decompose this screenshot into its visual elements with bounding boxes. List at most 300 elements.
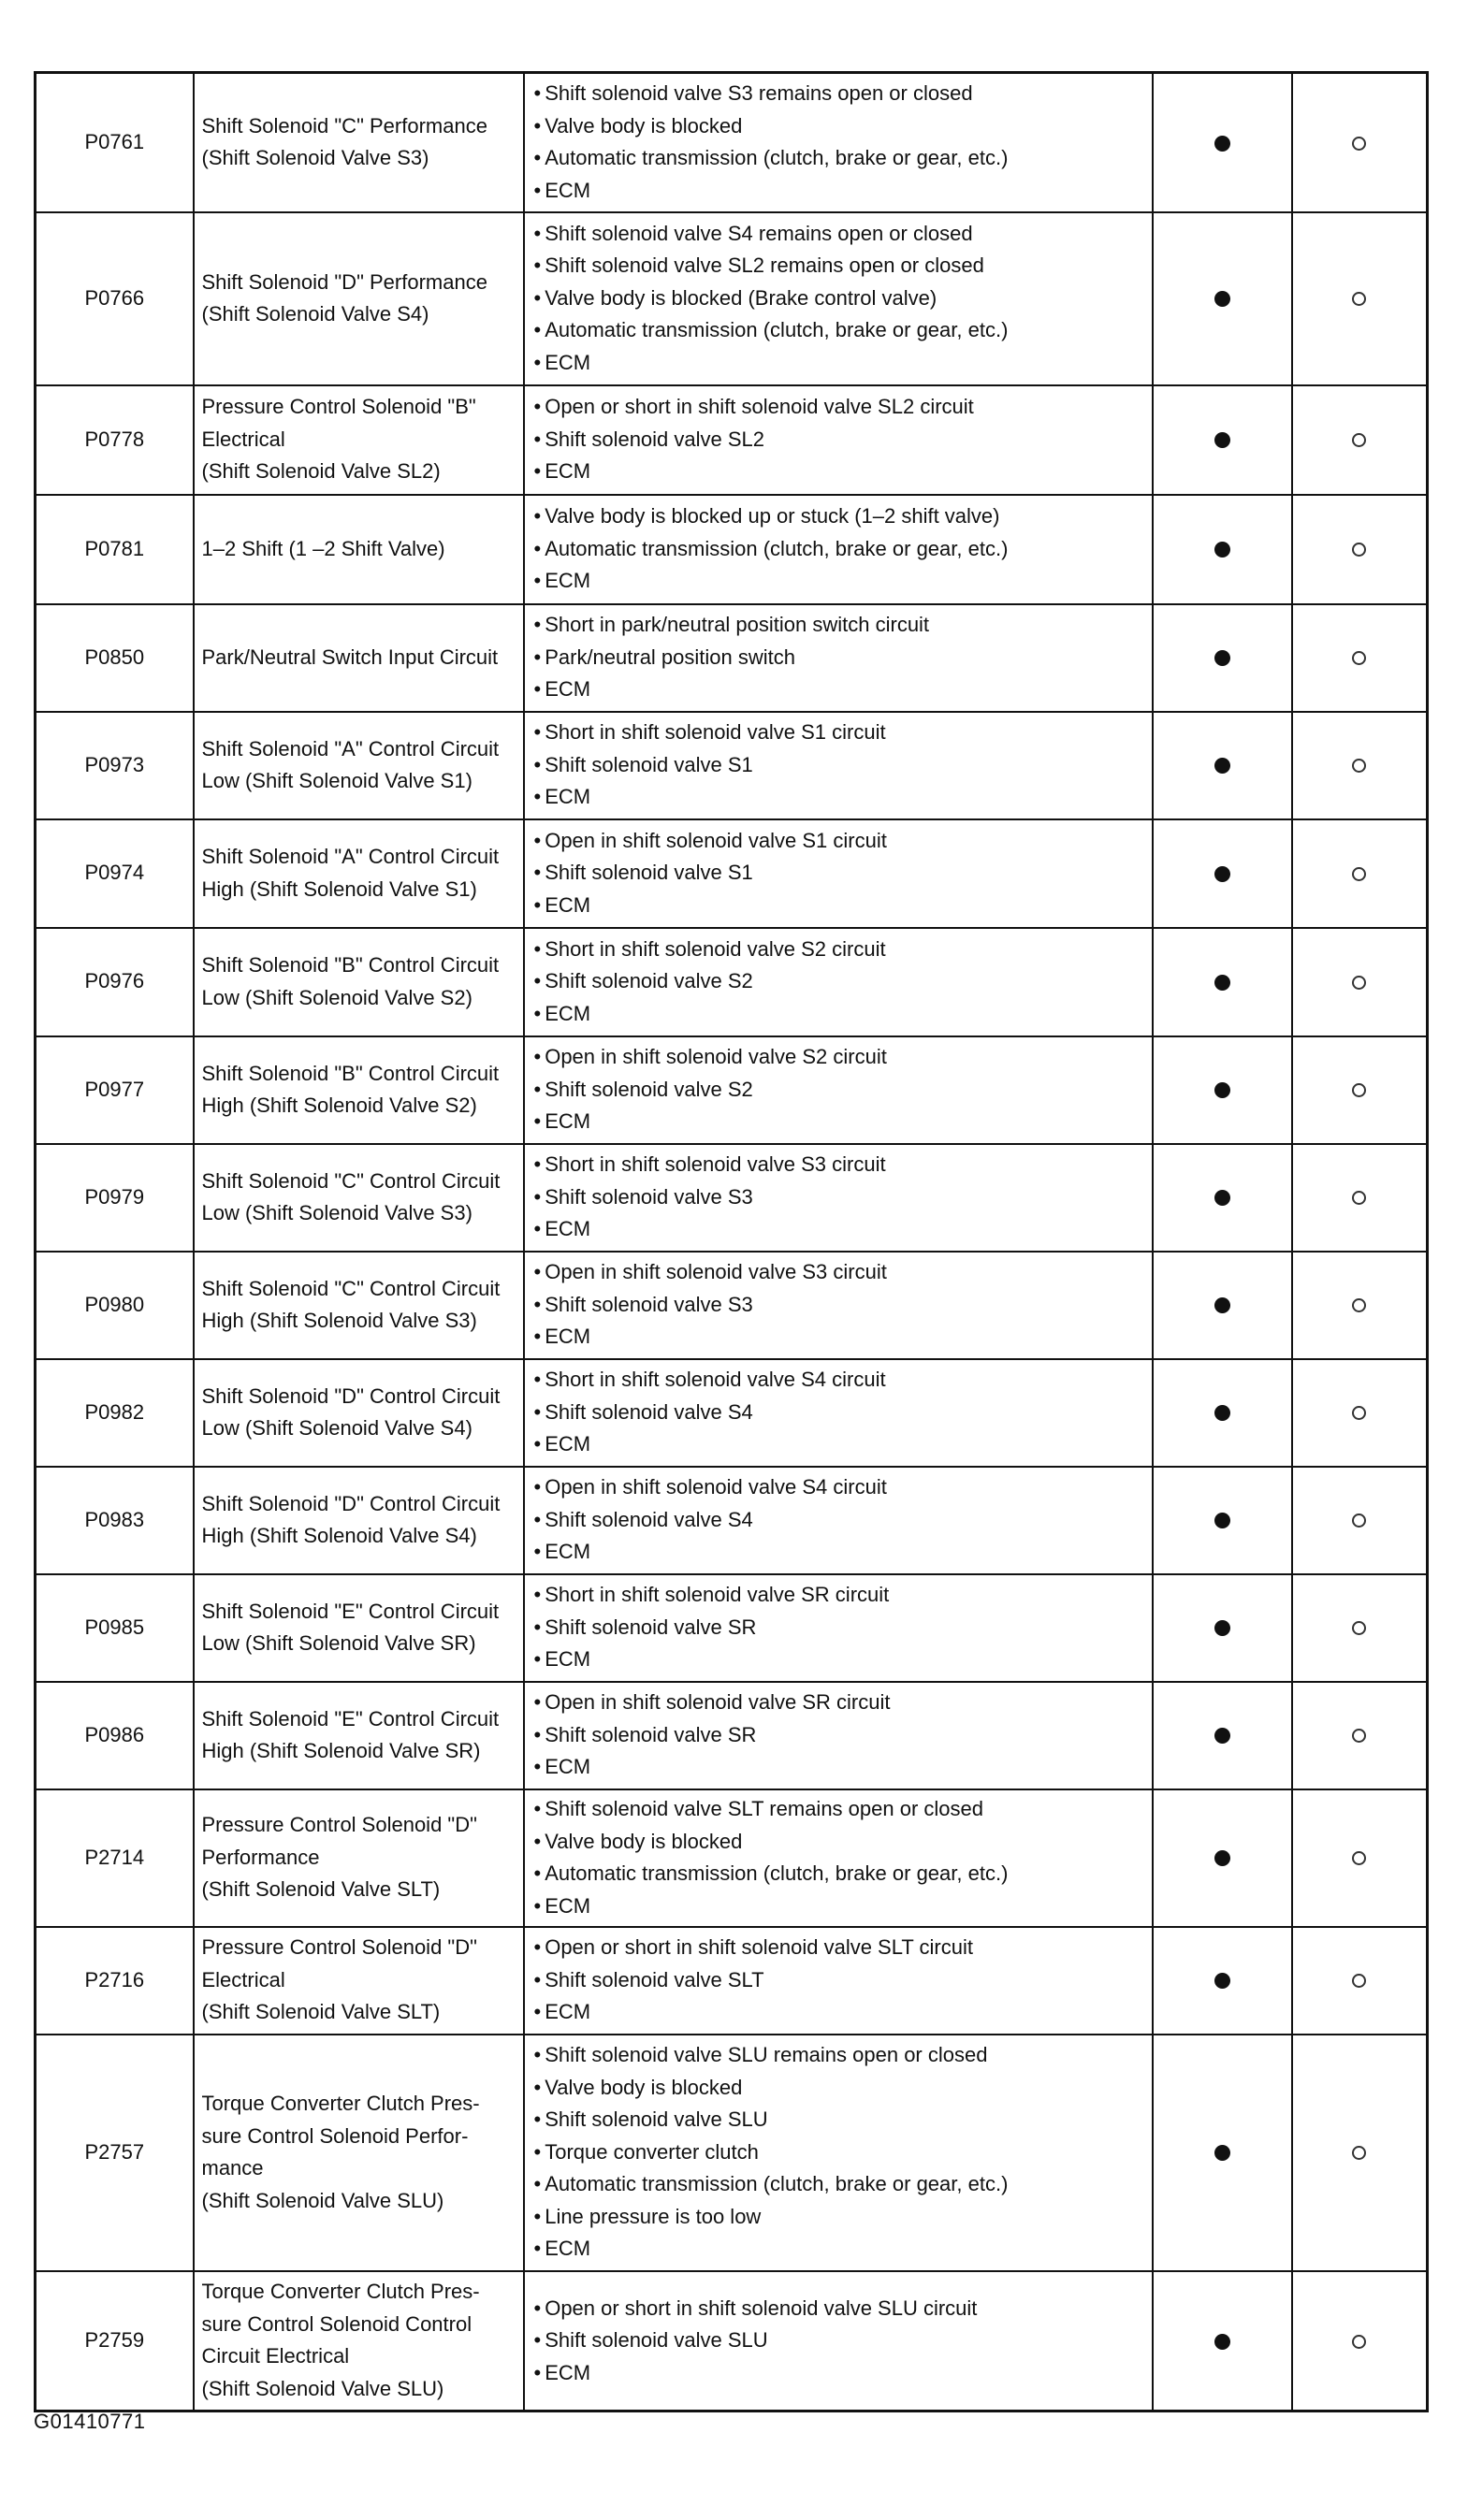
dtc-code: P0976 bbox=[84, 969, 145, 993]
filled-circle-icon bbox=[1214, 1297, 1230, 1313]
detection-item-line: Shift Solenoid "A" Control Circuit bbox=[201, 845, 500, 868]
hollow-circle-icon bbox=[1352, 1191, 1366, 1205]
trouble-area-item: • Shift solenoid valve SL2 remains open or closed bbox=[534, 250, 1148, 282]
trouble-area-item: • ECM bbox=[534, 998, 1148, 1031]
trouble-area-item: • ECM bbox=[534, 456, 1148, 488]
hollow-circle-icon bbox=[1352, 1083, 1366, 1097]
trouble-area-item: • ECM bbox=[534, 890, 1148, 922]
trouble-area-item: • ECM bbox=[534, 1644, 1148, 1676]
memory-cell bbox=[1292, 1467, 1428, 1574]
detection-item-cell bbox=[194, 604, 524, 712]
table-row bbox=[36, 2271, 1428, 2411]
memory-cell bbox=[1292, 1144, 1428, 1252]
mil-cell bbox=[1153, 1144, 1292, 1252]
detection-item-line: Pressure Control Solenoid "D" bbox=[201, 1935, 477, 1960]
detection-item-line: sure Control Solenoid Perfor- bbox=[201, 2123, 469, 2148]
trouble-area-item: • ECM bbox=[534, 1751, 1148, 1784]
dtc-table bbox=[34, 71, 1429, 2412]
trouble-area-item: • Shift solenoid valve SR bbox=[534, 1612, 1148, 1644]
detection-item-cell bbox=[194, 1467, 524, 1574]
table-row bbox=[36, 73, 1428, 212]
trouble-area-list bbox=[534, 934, 1148, 1031]
memory-cell bbox=[1292, 604, 1428, 712]
trouble-area-item: • Shift solenoid valve SLU bbox=[534, 2104, 1148, 2136]
dtc-code-cell bbox=[36, 212, 194, 385]
detection-item-line: High (Shift Solenoid Valve S3) bbox=[201, 1309, 477, 1332]
dtc-code: P0980 bbox=[84, 1292, 145, 1316]
dtc-code-cell bbox=[36, 1927, 194, 2035]
mil-cell bbox=[1153, 495, 1292, 604]
dtc-code: P0973 bbox=[84, 752, 145, 776]
filled-circle-icon bbox=[1214, 1405, 1230, 1421]
dtc-code: P0986 bbox=[84, 1722, 145, 1746]
trouble-area-item: • Open in shift solenoid valve S1 circuit bbox=[534, 825, 1148, 858]
table-row bbox=[36, 1927, 1428, 2035]
trouble-area-list bbox=[534, 1364, 1148, 1461]
trouble-area-item: • ECM bbox=[534, 1536, 1148, 1569]
memory-cell bbox=[1292, 2271, 1428, 2411]
detection-item-line: Shift Solenoid "D" Performance bbox=[201, 269, 487, 294]
trouble-area-cell bbox=[524, 1467, 1153, 1574]
detection-item-line: Low (Shift Solenoid Valve S4) bbox=[201, 1416, 472, 1440]
trouble-area-item: • Valve body is blocked bbox=[534, 110, 1148, 143]
hollow-circle-icon bbox=[1352, 2335, 1366, 2349]
memory-cell bbox=[1292, 1036, 1428, 1144]
mil-cell bbox=[1153, 385, 1292, 495]
detection-item-cell bbox=[194, 1359, 524, 1467]
detection-item-line: Shift Solenoid "D" Control Circuit bbox=[201, 1383, 501, 1408]
table-row bbox=[36, 1144, 1428, 1252]
trouble-area-list bbox=[534, 500, 1148, 598]
trouble-area-item: • Shift solenoid valve SLT bbox=[534, 1964, 1148, 1997]
memory-cell bbox=[1292, 385, 1428, 495]
detection-item-line: (Shift Solenoid Valve S3) bbox=[201, 146, 429, 170]
trouble-area-item: • Shift solenoid valve SL2 bbox=[534, 424, 1148, 456]
dtc-code-cell bbox=[36, 1574, 194, 1682]
detection-item-line: High (Shift Solenoid Valve SR) bbox=[201, 1739, 481, 1762]
trouble-area-item: • Shift solenoid valve S3 remains open or closed bbox=[534, 78, 1148, 110]
dtc-code: P2759 bbox=[84, 2328, 145, 2352]
trouble-area-item: • ECM bbox=[534, 347, 1148, 380]
dtc-code: P0761 bbox=[84, 130, 145, 153]
hollow-circle-icon bbox=[1352, 292, 1366, 306]
trouble-area-item: • Park/neutral position switch bbox=[534, 642, 1148, 674]
detection-item-line: 1–2 Shift (1 –2 Shift Valve) bbox=[201, 536, 445, 560]
detection-item-line: Pressure Control Solenoid "D" bbox=[201, 1813, 477, 1837]
detection-item-cell bbox=[194, 1789, 524, 1927]
trouble-area-cell bbox=[524, 1359, 1153, 1467]
memory-cell bbox=[1292, 819, 1428, 928]
trouble-area-item: • Valve body is blocked (Brake control valve) bbox=[534, 282, 1148, 315]
trouble-area-item: • Shift solenoid valve S4 bbox=[534, 1397, 1148, 1429]
hollow-circle-icon bbox=[1352, 1298, 1366, 1312]
detection-item-cell bbox=[194, 2271, 524, 2411]
detection-item-line: (Shift Solenoid Valve SLU) bbox=[201, 2188, 444, 2212]
detection-item-line: Shift Solenoid "B" Control Circuit bbox=[201, 953, 500, 977]
trouble-area-cell bbox=[524, 1144, 1153, 1252]
filled-circle-icon bbox=[1214, 1082, 1230, 1098]
table-row bbox=[36, 1574, 1428, 1682]
detection-item-line: Low (Shift Solenoid Valve S2) bbox=[201, 985, 472, 1009]
hollow-circle-icon bbox=[1352, 976, 1366, 990]
table-row bbox=[36, 1467, 1428, 1574]
filled-circle-icon bbox=[1214, 1728, 1230, 1744]
dtc-code: P0982 bbox=[84, 1399, 145, 1424]
trouble-area-item: • ECM bbox=[534, 565, 1148, 598]
trouble-area-list bbox=[534, 1932, 1148, 2029]
trouble-area-item: • ECM bbox=[534, 1890, 1148, 1923]
detection-item-cell bbox=[194, 712, 524, 819]
table-row bbox=[36, 712, 1428, 819]
trouble-area-item: • Shift solenoid valve S4 bbox=[534, 1504, 1148, 1537]
detection-item-line: Low (Shift Solenoid Valve S3) bbox=[201, 1201, 472, 1224]
detection-item-line: Shift Solenoid "E" Control Circuit bbox=[201, 1706, 500, 1731]
trouble-area-cell bbox=[524, 819, 1153, 928]
memory-cell bbox=[1292, 1574, 1428, 1682]
table-row bbox=[36, 212, 1428, 385]
table-row bbox=[36, 928, 1428, 1036]
table-row bbox=[36, 1036, 1428, 1144]
trouble-area-item: • Open in shift solenoid valve S2 circuit bbox=[534, 1041, 1148, 1074]
filled-circle-icon bbox=[1214, 975, 1230, 991]
trouble-area-item: • Open or short in shift solenoid valve SL2 circuit bbox=[534, 391, 1148, 424]
trouble-area-cell bbox=[524, 73, 1153, 212]
memory-cell bbox=[1292, 495, 1428, 604]
trouble-area-item: • Open or short in shift solenoid valve SLT circuit bbox=[534, 1932, 1148, 1964]
detection-item-cell bbox=[194, 928, 524, 1036]
trouble-area-cell bbox=[524, 712, 1153, 819]
filled-circle-icon bbox=[1214, 650, 1230, 666]
detection-item-line: Shift Solenoid "B" Control Circuit bbox=[201, 1061, 500, 1085]
filled-circle-icon bbox=[1214, 2145, 1230, 2161]
hollow-circle-icon bbox=[1352, 137, 1366, 151]
trouble-area-item: • Short in shift solenoid valve S2 circuit bbox=[534, 934, 1148, 966]
trouble-area-cell bbox=[524, 212, 1153, 385]
dtc-code: P0850 bbox=[84, 644, 145, 669]
trouble-area-cell bbox=[524, 495, 1153, 604]
trouble-area-item: • Open in shift solenoid valve S4 circuit bbox=[534, 1471, 1148, 1504]
dtc-code-cell bbox=[36, 1036, 194, 1144]
dtc-code-cell bbox=[36, 1789, 194, 1927]
trouble-area-cell bbox=[524, 1682, 1153, 1789]
hollow-circle-icon bbox=[1352, 1851, 1366, 1865]
filled-circle-icon bbox=[1214, 758, 1230, 774]
detection-item-line: Shift Solenoid "C" Performance bbox=[201, 113, 487, 138]
hollow-circle-icon bbox=[1352, 1513, 1366, 1528]
mil-cell bbox=[1153, 1036, 1292, 1144]
dtc-code-cell bbox=[36, 712, 194, 819]
trouble-area-item: • Short in shift solenoid valve S1 circuit bbox=[534, 717, 1148, 749]
trouble-area-item: • Shift solenoid valve SR bbox=[534, 1719, 1148, 1752]
trouble-area-cell bbox=[524, 604, 1153, 712]
dtc-code-cell bbox=[36, 604, 194, 712]
mil-cell bbox=[1153, 819, 1292, 928]
dtc-code: P2714 bbox=[84, 1845, 145, 1869]
trouble-area-cell bbox=[524, 1252, 1153, 1359]
table-row bbox=[36, 2035, 1428, 2271]
dtc-code: P2757 bbox=[84, 2139, 145, 2164]
detection-item-line: Shift Solenoid "A" Control Circuit bbox=[201, 736, 500, 760]
detection-item-cell bbox=[194, 73, 524, 212]
trouble-area-item: • Short in park/neutral position switch circuit bbox=[534, 609, 1148, 642]
trouble-area-cell bbox=[524, 1574, 1153, 1682]
trouble-area-item: • Shift solenoid valve SLU bbox=[534, 2324, 1148, 2357]
trouble-area-item: • ECM bbox=[534, 1321, 1148, 1354]
filled-circle-icon bbox=[1214, 291, 1230, 307]
mil-cell bbox=[1153, 2035, 1292, 2271]
trouble-area-cell bbox=[524, 2271, 1153, 2411]
filled-circle-icon bbox=[1214, 1850, 1230, 1866]
mil-cell bbox=[1153, 212, 1292, 385]
dtc-code-cell bbox=[36, 1144, 194, 1252]
table-row bbox=[36, 819, 1428, 928]
table-row bbox=[36, 1789, 1428, 1927]
table-row bbox=[36, 1359, 1428, 1467]
dtc-code-cell bbox=[36, 1252, 194, 1359]
trouble-area-item: • ECM bbox=[534, 1996, 1148, 2029]
detection-item-line: Electrical bbox=[201, 1967, 285, 1991]
trouble-area-item: • Automatic transmission (clutch, brake or gear, etc.) bbox=[534, 533, 1148, 566]
trouble-area-item: • Shift solenoid valve S2 bbox=[534, 965, 1148, 998]
filled-circle-icon bbox=[1214, 542, 1230, 558]
trouble-area-list bbox=[534, 1579, 1148, 1676]
dtc-code-cell bbox=[36, 73, 194, 212]
filled-circle-icon bbox=[1214, 432, 1230, 448]
trouble-area-cell bbox=[524, 385, 1153, 495]
filled-circle-icon bbox=[1214, 2334, 1230, 2350]
trouble-area-list bbox=[534, 218, 1148, 380]
trouble-area-item: • ECM bbox=[534, 175, 1148, 208]
hollow-circle-icon bbox=[1352, 759, 1366, 773]
trouble-area-item: • Valve body is blocked bbox=[534, 2072, 1148, 2105]
detection-item-line: Park/Neutral Switch Input Circuit bbox=[201, 644, 499, 669]
trouble-area-list bbox=[534, 825, 1148, 922]
dtc-code: P0985 bbox=[84, 1615, 145, 1639]
trouble-area-list bbox=[534, 391, 1148, 488]
dtc-code: P0766 bbox=[84, 285, 145, 310]
detection-item-cell bbox=[194, 1144, 524, 1252]
detection-item-line: sure Control Solenoid Control bbox=[201, 2311, 472, 2336]
dtc-table-body bbox=[36, 73, 1428, 2411]
memory-cell bbox=[1292, 712, 1428, 819]
trouble-area-item: • Shift solenoid valve S2 bbox=[534, 1074, 1148, 1107]
hollow-circle-icon bbox=[1352, 2146, 1366, 2160]
table-row bbox=[36, 604, 1428, 712]
mil-cell bbox=[1153, 712, 1292, 819]
detection-item-cell bbox=[194, 1682, 524, 1789]
memory-cell bbox=[1292, 1927, 1428, 2035]
memory-cell bbox=[1292, 928, 1428, 1036]
mil-cell bbox=[1153, 1574, 1292, 1682]
dtc-code: P0977 bbox=[84, 1077, 145, 1101]
dtc-code-cell bbox=[36, 819, 194, 928]
dtc-code: P0983 bbox=[84, 1507, 145, 1531]
trouble-area-cell bbox=[524, 1789, 1153, 1927]
table-row bbox=[36, 1682, 1428, 1789]
trouble-area-item: • ECM bbox=[534, 1428, 1148, 1461]
table-row bbox=[36, 385, 1428, 495]
trouble-area-item: • Shift solenoid valve S4 remains open or closed bbox=[534, 218, 1148, 251]
trouble-area-cell bbox=[524, 928, 1153, 1036]
hollow-circle-icon bbox=[1352, 651, 1366, 665]
hollow-circle-icon bbox=[1352, 1729, 1366, 1743]
trouble-area-item: • Shift solenoid valve S1 bbox=[534, 749, 1148, 782]
mil-cell bbox=[1153, 2271, 1292, 2411]
dtc-code: P0979 bbox=[84, 1184, 145, 1209]
memory-cell bbox=[1292, 1359, 1428, 1467]
detection-item-line: (Shift Solenoid Valve SL2) bbox=[201, 459, 441, 484]
trouble-area-item: • Shift solenoid valve SLT remains open or closed bbox=[534, 1793, 1148, 1826]
mil-cell bbox=[1153, 73, 1292, 212]
detection-item-line: Shift Solenoid "C" Control Circuit bbox=[201, 1168, 501, 1193]
trouble-area-item: • ECM bbox=[534, 1106, 1148, 1138]
memory-cell bbox=[1292, 212, 1428, 385]
trouble-area-item: • Line pressure is too low bbox=[534, 2201, 1148, 2234]
dtc-code: P2716 bbox=[84, 1967, 145, 1991]
detection-item-line: Electrical bbox=[201, 427, 285, 451]
detection-item-line: (Shift Solenoid Valve SLT) bbox=[201, 1877, 441, 1902]
memory-cell bbox=[1292, 2035, 1428, 2271]
trouble-area-item: • Shift solenoid valve S3 bbox=[534, 1289, 1148, 1322]
trouble-area-list bbox=[534, 1149, 1148, 1246]
trouble-area-list bbox=[534, 1256, 1148, 1354]
hollow-circle-icon bbox=[1352, 433, 1366, 447]
trouble-area-list bbox=[534, 1687, 1148, 1784]
trouble-area-item: • Automatic transmission (clutch, brake or gear, etc.) bbox=[534, 314, 1148, 347]
table-row bbox=[36, 495, 1428, 604]
detection-item-line: Shift Solenoid "D" Control Circuit bbox=[201, 1491, 501, 1515]
trouble-area-list bbox=[534, 1793, 1148, 1922]
trouble-area-list bbox=[534, 1041, 1148, 1138]
trouble-area-item: • Open in shift solenoid valve S3 circuit bbox=[534, 1256, 1148, 1289]
detection-item-cell bbox=[194, 385, 524, 495]
trouble-area-item: • Open in shift solenoid valve SR circuit bbox=[534, 1687, 1148, 1719]
trouble-area-item: • Short in shift solenoid valve S4 circuit bbox=[534, 1364, 1148, 1397]
trouble-area-item: • ECM bbox=[534, 781, 1148, 814]
trouble-area-item: • Automatic transmission (clutch, brake or gear, etc.) bbox=[534, 142, 1148, 175]
filled-circle-icon bbox=[1214, 866, 1230, 882]
memory-cell bbox=[1292, 1682, 1428, 1789]
mil-cell bbox=[1153, 604, 1292, 712]
trouble-area-item: • Torque converter clutch bbox=[534, 2136, 1148, 2169]
detection-item-line: High (Shift Solenoid Valve S2) bbox=[201, 1093, 477, 1117]
detection-item-cell bbox=[194, 1252, 524, 1359]
trouble-area-item: • Shift solenoid valve SLU remains open or closed bbox=[534, 2039, 1148, 2072]
trouble-area-list bbox=[534, 609, 1148, 706]
dtc-code: P0974 bbox=[84, 861, 145, 885]
detection-item-line: Shift Solenoid "C" Control Circuit bbox=[201, 1276, 501, 1300]
hollow-circle-icon bbox=[1352, 1621, 1366, 1635]
detection-item-line: Pressure Control Solenoid "B" bbox=[201, 395, 476, 419]
detection-item-line: Performance bbox=[201, 1845, 320, 1869]
detection-item-line: Shift Solenoid "E" Control Circuit bbox=[201, 1599, 500, 1623]
dtc-code-cell bbox=[36, 1359, 194, 1467]
filled-circle-icon bbox=[1214, 136, 1230, 152]
mil-cell bbox=[1153, 1359, 1292, 1467]
hollow-circle-icon bbox=[1352, 543, 1366, 557]
detection-item-line: (Shift Solenoid Valve SLU) bbox=[201, 2376, 444, 2400]
mil-cell bbox=[1153, 1789, 1292, 1927]
hollow-circle-icon bbox=[1352, 1406, 1366, 1420]
filled-circle-icon bbox=[1214, 1620, 1230, 1636]
detection-item-line: (Shift Solenoid Valve S4) bbox=[201, 302, 429, 326]
trouble-area-item: • Valve body is blocked up or stuck (1–2 shift valve) bbox=[534, 500, 1148, 533]
trouble-area-cell bbox=[524, 1036, 1153, 1144]
trouble-area-list bbox=[534, 78, 1148, 207]
trouble-area-list bbox=[534, 1471, 1148, 1569]
detection-item-line: Low (Shift Solenoid Valve S1) bbox=[201, 769, 472, 792]
filled-circle-icon bbox=[1214, 1190, 1230, 1206]
dtc-code-cell bbox=[36, 495, 194, 604]
trouble-area-cell bbox=[524, 2035, 1153, 2271]
detection-item-line: mance bbox=[201, 2156, 264, 2180]
filled-circle-icon bbox=[1214, 1513, 1230, 1528]
detection-item-line: High (Shift Solenoid Valve S4) bbox=[201, 1524, 477, 1547]
detection-item-line: Torque Converter Clutch Pres- bbox=[201, 2280, 480, 2304]
trouble-area-item: • Automatic transmission (clutch, brake or gear, etc.) bbox=[534, 1858, 1148, 1890]
hollow-circle-icon bbox=[1352, 1974, 1366, 1988]
memory-cell bbox=[1292, 1789, 1428, 1927]
mil-cell bbox=[1153, 1682, 1292, 1789]
trouble-area-item: • Shift solenoid valve S1 bbox=[534, 857, 1148, 890]
dtc-code-cell bbox=[36, 1467, 194, 1574]
trouble-area-item: • ECM bbox=[534, 1213, 1148, 1246]
dtc-code-cell bbox=[36, 2271, 194, 2411]
trouble-area-list bbox=[534, 717, 1148, 814]
trouble-area-item: • Open or short in shift solenoid valve SLU circuit bbox=[534, 2293, 1148, 2325]
memory-cell bbox=[1292, 1252, 1428, 1359]
memory-cell bbox=[1292, 73, 1428, 212]
mil-cell bbox=[1153, 928, 1292, 1036]
mil-cell bbox=[1153, 1252, 1292, 1359]
detection-item-cell bbox=[194, 819, 524, 928]
detection-item-cell bbox=[194, 495, 524, 604]
trouble-area-item: • Short in shift solenoid valve SR circuit bbox=[534, 1579, 1148, 1612]
trouble-area-item: • Shift solenoid valve S3 bbox=[534, 1181, 1148, 1214]
mil-cell bbox=[1153, 1467, 1292, 1574]
trouble-area-item: • Short in shift solenoid valve S3 circuit bbox=[534, 1149, 1148, 1181]
dtc-code: P0778 bbox=[84, 427, 145, 451]
trouble-area-item: • ECM bbox=[534, 2357, 1148, 2390]
trouble-area-item: • ECM bbox=[534, 2233, 1148, 2266]
dtc-code-cell bbox=[36, 385, 194, 495]
trouble-area-item: • Valve body is blocked bbox=[534, 1826, 1148, 1859]
detection-item-line: Circuit Electrical bbox=[201, 2344, 350, 2368]
detection-item-line: (Shift Solenoid Valve SLT) bbox=[201, 2000, 441, 2024]
detection-item-cell bbox=[194, 2035, 524, 2271]
detection-item-line: Torque Converter Clutch Pres- bbox=[201, 2092, 480, 2115]
mil-cell bbox=[1153, 1927, 1292, 2035]
dtc-code-cell bbox=[36, 2035, 194, 2271]
trouble-area-cell bbox=[524, 1927, 1153, 2035]
detection-item-cell bbox=[194, 1036, 524, 1144]
figure-id: G01410771 bbox=[34, 2410, 146, 2433]
detection-item-cell bbox=[194, 1574, 524, 1682]
detection-item-line: Low (Shift Solenoid Valve SR) bbox=[201, 1631, 476, 1655]
dtc-code-cell bbox=[36, 1682, 194, 1789]
trouble-area-item: • Automatic transmission (clutch, brake or gear, etc.) bbox=[534, 2168, 1148, 2201]
dtc-code-cell bbox=[36, 928, 194, 1036]
detection-item-cell bbox=[194, 212, 524, 385]
table-row bbox=[36, 1252, 1428, 1359]
trouble-area-list bbox=[534, 2293, 1148, 2390]
detection-item-line: High (Shift Solenoid Valve S1) bbox=[201, 876, 477, 901]
filled-circle-icon bbox=[1214, 1973, 1230, 1989]
hollow-circle-icon bbox=[1352, 867, 1366, 881]
trouble-area-item: • ECM bbox=[534, 673, 1148, 706]
detection-item-cell bbox=[194, 1927, 524, 2035]
dtc-code: P0781 bbox=[84, 536, 145, 560]
